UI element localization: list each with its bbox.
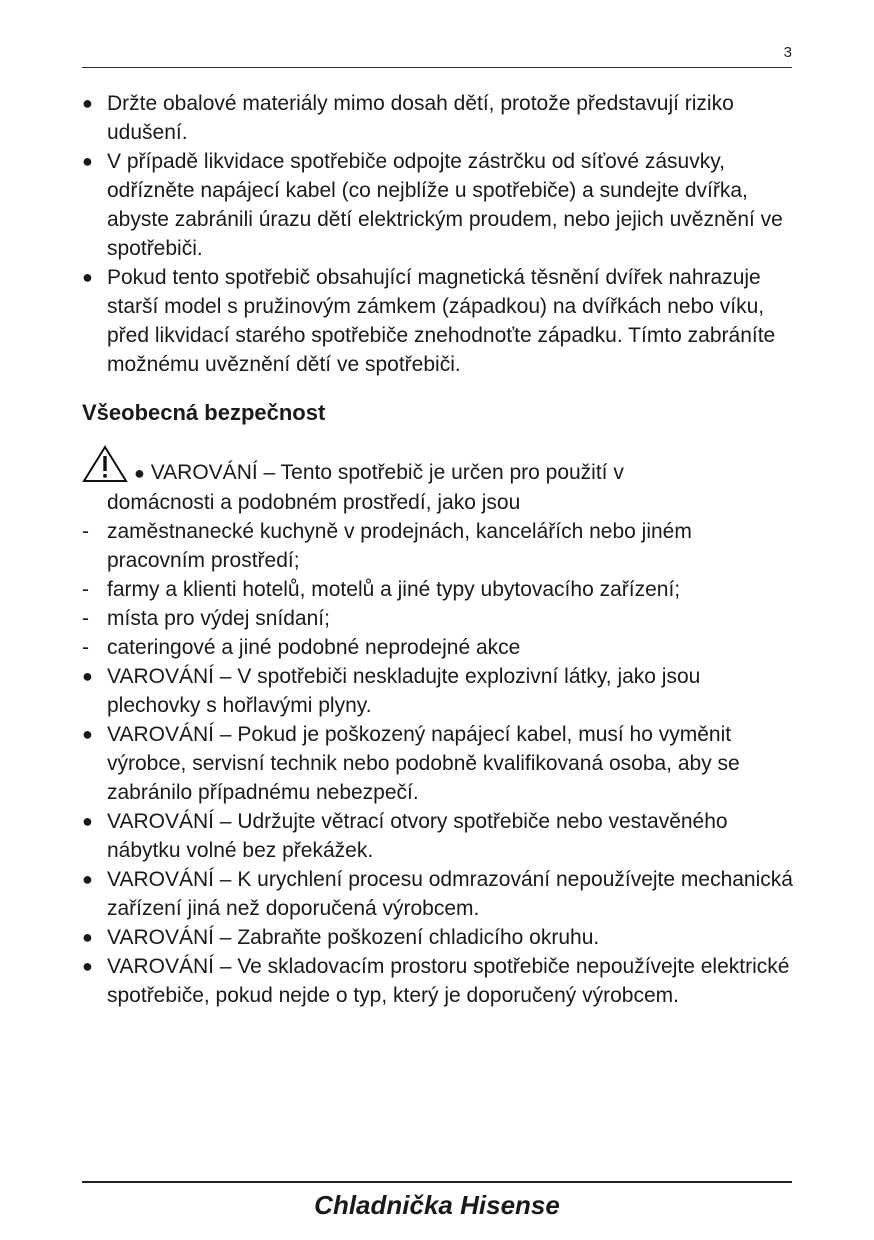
bullet-marker: ● xyxy=(82,93,93,113)
footer-divider xyxy=(82,1181,792,1183)
list-item-text: VAROVÁNÍ – Ve skladovacím prostoru spotřebiče nepoužívejte elektrické spotřebiče, pokud nejde o typ, který je doporučený výrobcem. xyxy=(107,955,790,1007)
list-item-text: zaměstnanecké kuchyně v prodejnách, kancelářích nebo jiném pracovním prostředí; xyxy=(107,520,692,572)
list-item xyxy=(82,662,794,720)
list-item xyxy=(82,89,794,147)
list-item xyxy=(82,633,794,662)
bullet-marker: ● xyxy=(82,811,93,831)
warning-triangle-icon xyxy=(82,445,128,483)
list-item xyxy=(82,147,794,263)
footer-title: Chladnička Hisense xyxy=(314,1190,560,1220)
warning-intro-first-line xyxy=(82,445,794,488)
list-item xyxy=(82,517,794,575)
dash-marker: - xyxy=(82,520,89,543)
bullet-marker: ● xyxy=(82,927,93,947)
list-item xyxy=(82,575,794,604)
document-body xyxy=(82,89,794,1010)
top-list xyxy=(82,89,794,379)
list-item-text: cateringové a jiné podobné neprodejné akce xyxy=(107,636,521,659)
bullet-marker: ● xyxy=(82,666,93,686)
bullet-marker: ● xyxy=(82,724,93,744)
list-item-text: VAROVÁNÍ – Zabraňte poškození chladicího okruhu. xyxy=(107,926,600,949)
warning-intro-text: VAROVÁNÍ – Tento spotřebič je určen pro použití v xyxy=(150,461,624,484)
list-item-text: VAROVÁNÍ – Pokud je poškozený napájecí kabel, musí ho vyměnit výrobce, servisní technik nebo podobně kvalifikovaná osoba, aby se zabránilo případnému nebezpečí. xyxy=(107,723,740,804)
section-heading: Všeobecná bezpečnost xyxy=(82,400,326,425)
bullet-marker: ● xyxy=(82,956,93,976)
list-item-text: místa pro výdej snídaní; xyxy=(107,607,330,630)
dash-marker: - xyxy=(82,607,89,630)
list-item xyxy=(82,720,794,807)
bullet-marker: ● xyxy=(82,151,93,171)
bullet-marker: ● xyxy=(134,463,145,483)
list-item-text: Držte obalové materiály mimo dosah dětí, protože představují riziko udušení. xyxy=(107,92,734,144)
warning-intro-continuation: domácnosti a podobném prostředí, jako jsou xyxy=(107,491,521,514)
page-number: 3 xyxy=(783,44,792,61)
list-item xyxy=(82,923,794,952)
list-item xyxy=(82,865,794,923)
dash-marker: - xyxy=(82,636,89,659)
bullet-marker: ● xyxy=(82,869,93,889)
header-divider xyxy=(82,67,792,68)
list-item xyxy=(82,952,794,1010)
list-item-text: VAROVÁNÍ – V spotřebiči neskladujte explozivní látky, jako jsou plechovky s hořlavými plyny. xyxy=(107,665,701,717)
warning-intro xyxy=(82,445,794,517)
list-item xyxy=(82,604,794,633)
list-item-text: V případě likvidace spotřebiče odpojte zástrčku od síťové zásuvky, odřízněte napájecí kabel (co nejblíže u spotřebiče) a sundejte dvířka, abyste zabránili úrazu dětí elektrickým proudem, nebo jejich uvěznění ve spotřebiči. xyxy=(107,150,783,260)
list-item-text: farmy a klienti hotelů, motelů a jiné typy ubytovacího zařízení; xyxy=(107,578,681,601)
list-item-text: Pokud tento spotřebič obsahující magnetická těsnění dvířek nahrazuje starší model s pružinovým zámkem (západkou) na dvířkách nebo víku, před likvidací starého spotřebiče znehodnoťte západku. Tímto zabráníte možnému uvěznění dětí ve spotřebiči. xyxy=(107,266,776,376)
list-item-text: VAROVÁNÍ – K urychlení procesu odmrazování nepoužívejte mechanická zařízení jiná než doporučená výrobcem. xyxy=(107,868,793,920)
bullet-marker: ● xyxy=(82,267,93,287)
list-item-text: VAROVÁNÍ – Udržujte větrací otvory spotřebiče nebo vestavěného nábytku volné bez překážek. xyxy=(107,810,728,862)
list-item xyxy=(82,807,794,865)
list-item xyxy=(82,263,794,379)
section-list xyxy=(82,517,794,1010)
dash-marker: - xyxy=(82,578,89,601)
